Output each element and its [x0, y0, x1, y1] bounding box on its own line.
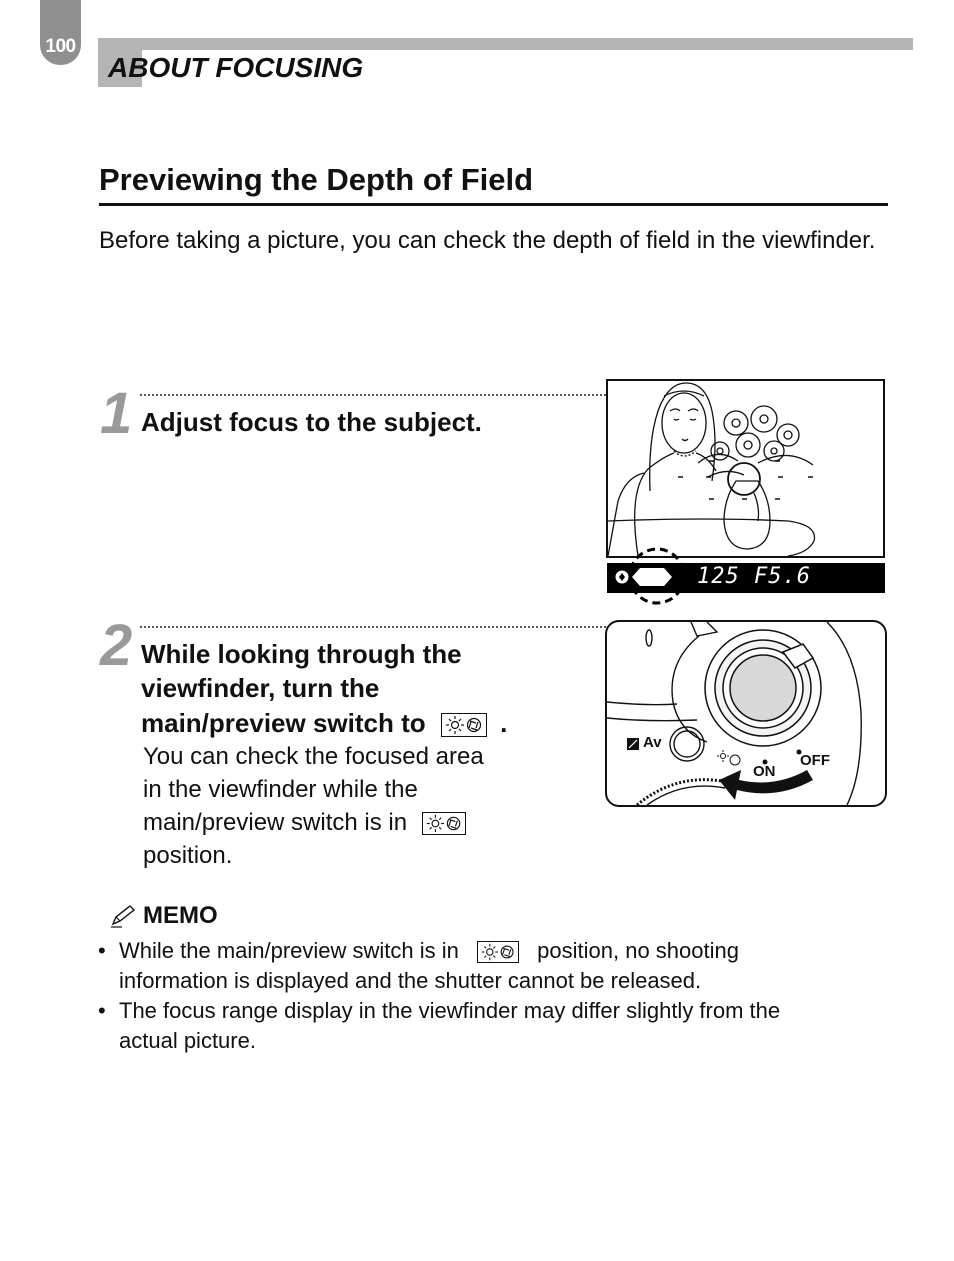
step2-body-line4: position.	[143, 842, 233, 869]
title-rule	[99, 203, 888, 206]
memo-item2-line2: actual picture.	[119, 1028, 256, 1053]
camera-switch-illustration	[605, 620, 887, 807]
step2-body-text: main/preview switch is in	[143, 809, 408, 836]
memo-title: MEMO	[143, 902, 218, 929]
memo-item1-line2: information is displayed and the shutter cannot be released.	[119, 968, 702, 993]
depth-of-field-preview-icon	[477, 941, 519, 963]
preview-mode-icon	[717, 750, 740, 765]
focus-confirm-icon	[632, 568, 672, 586]
step2-heading-period: .	[500, 708, 508, 738]
step2-heading-text: main/preview switch to	[141, 708, 426, 738]
step1-heading: Adjust focus to the subject.	[141, 407, 482, 437]
shutter-aperture-readout: 125 F5.6	[697, 564, 811, 589]
viewfinder-scene	[608, 381, 883, 556]
vase-outline	[724, 481, 770, 549]
step2-heading-line3	[141, 706, 507, 740]
depth-of-field-preview-icon	[441, 713, 487, 737]
camera-top-drawing	[607, 622, 885, 805]
memo-list	[98, 936, 888, 1056]
step2-number: 2	[100, 613, 133, 678]
memo-item: • While the main/preview switch is in position, no shooting information is displayed and the shutter cannot be released.	[98, 938, 739, 993]
step1-number: 1	[100, 381, 133, 446]
flowers	[711, 406, 799, 461]
memo-item: • The focus range display in the viewfinder may differ slightly from the actual picture.	[98, 998, 781, 1053]
main-preview-switch	[705, 630, 821, 746]
step2-heading-line2: viewfinder, turn the	[141, 673, 380, 703]
on-label: ON	[753, 763, 776, 780]
header-bar	[98, 38, 913, 50]
memo-item1-before: While the main/preview switch is in	[119, 938, 459, 963]
step1-divider	[140, 394, 606, 396]
step2-body-line1: You can check the focused area	[143, 743, 484, 770]
focus-circle	[728, 463, 760, 495]
step2-body-line3	[143, 806, 466, 839]
off-label: OFF	[800, 752, 830, 769]
page-number: 100	[45, 36, 76, 57]
intro-paragraph: Before taking a picture, you can check the depth of field in the viewfinder.	[99, 227, 876, 254]
viewfinder-illustration	[606, 379, 885, 558]
step2-heading-line1: While looking through the	[141, 639, 462, 669]
step2-divider	[140, 626, 606, 628]
memo-item1-after: position, no shooting	[537, 938, 739, 963]
pencil-icon	[110, 904, 136, 928]
section-header: ABOUT FOCUSING	[108, 52, 364, 83]
page-title: Previewing the Depth of Field	[99, 162, 534, 197]
face-outline	[662, 393, 706, 453]
step2-body-line2: in the viewfinder while the	[143, 776, 418, 803]
af-marks	[678, 461, 813, 499]
av-label: Av	[643, 734, 662, 751]
focus-indicator-callout	[612, 546, 692, 606]
hair-outline	[650, 383, 715, 491]
memo-item2-line1: The focus range display in the viewfinder may differ slightly from the	[119, 998, 781, 1023]
depth-of-field-preview-icon	[422, 812, 466, 835]
